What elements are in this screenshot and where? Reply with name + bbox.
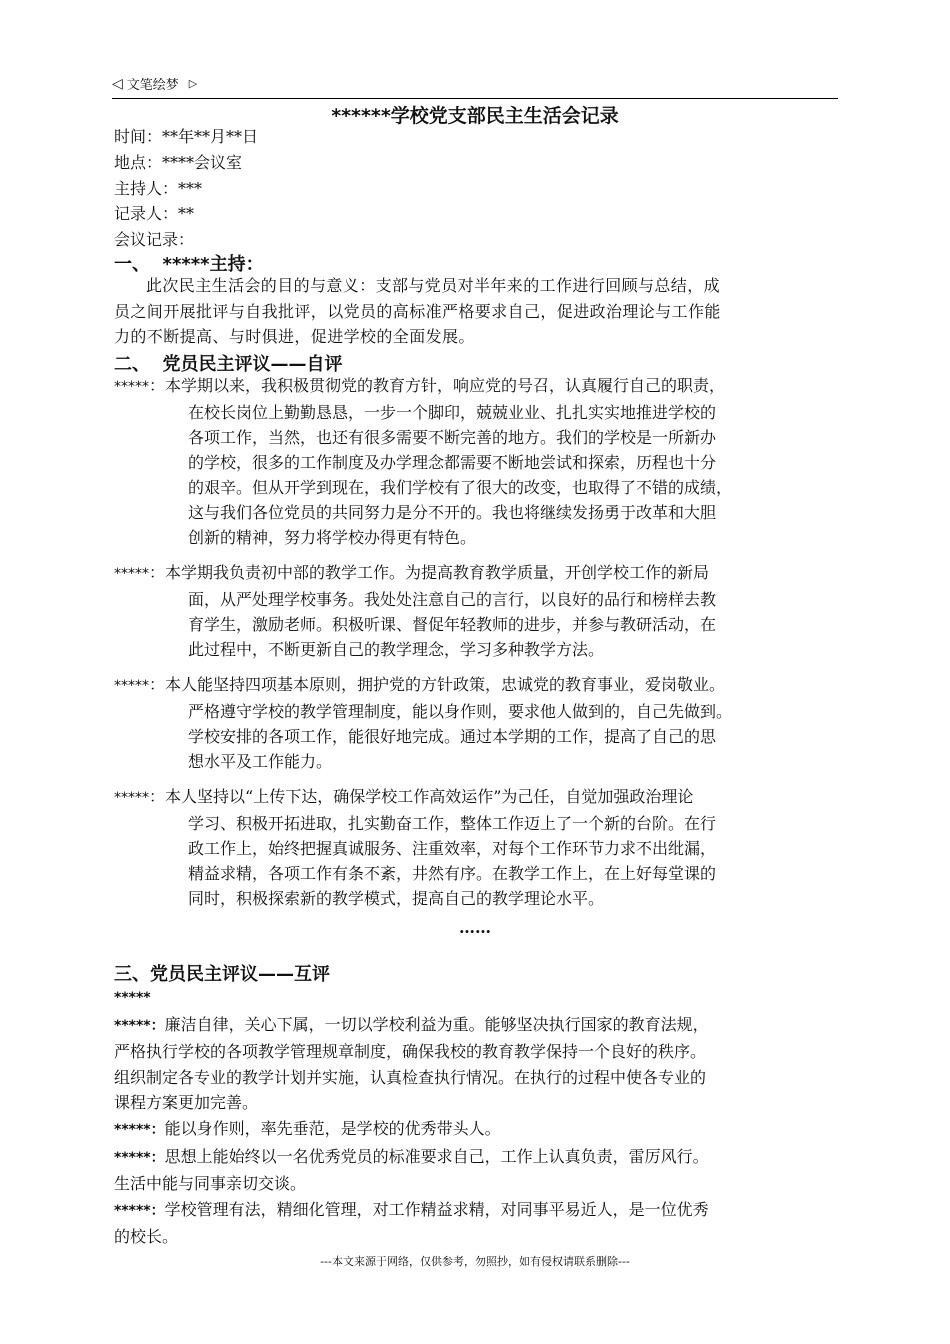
peer-review-line: 生活中能与同事亲切交谈。 — [114, 1174, 307, 1194]
review-line: 本人坚持以“上传下达，确保学校工作高效运作”为己任，自觉加强政治理论 — [165, 787, 694, 806]
right-triangle-icon: ▷ — [188, 77, 198, 90]
peer-reviewer-name: *****： — [114, 1149, 165, 1166]
peer-subject: ***** — [114, 990, 151, 1006]
meeting-host: 主持人：*** — [114, 178, 203, 198]
review-line: 在校长岗位上勤勤恳恳，一步一个脚印，兢兢业业、扎扎实实地推进学校的 — [188, 403, 717, 422]
left-triangle-icon: ◁ — [112, 75, 123, 92]
section-heading-3: 三、党员民主评议——互评 — [114, 964, 330, 985]
meeting-recorder: 记录人：** — [114, 204, 195, 224]
self-review-entry: *****：本学期我负责初中部的教学工作。为提高教育教学质量，开创学校工作的新局 面，从严处理学校事务。我处处注意自己的言行，以良好的品行和榜样去教 育学生，激励老师。积极听课、督促年轻教师的进步，并参与教研活动，在 此过程中，不断更新自己的教学理念，学习多种教学方法。 — [114, 560, 842, 662]
document-title: ******学校党支部民主生活会记录 — [331, 105, 619, 127]
review-line: 学习、积极开拓进取，扎实勤奋工作，整体工作迈上了一个新的台阶。在行 — [188, 814, 717, 833]
review-line: 本学期我负责初中部的教学工作。为提高教育教学质量，开创学校工作的新局 — [165, 563, 710, 582]
review-line: 学校安排的各项工作，能很好地完成。通过本学期的工作，提高了自己的思 — [188, 727, 717, 746]
self-review-entry: *****：本人能坚持四项基本原则，拥护党的方针政策，忠诚党的教育事业，爱岗敬业。 严格遵守学校的教学管理制度，能以身作则，要求他人做到的，自己先做到。 学校安排的各项工作，能很好地完成。通过本学期的工作，提高了自己的思 想水平及工作能力。 — [114, 672, 842, 774]
intro-line: 员之间开展批评与自我批评，以党员的高标准严格要求自己，促进政治理论与工作能 — [114, 301, 721, 321]
review-line: 各项工作，当然，也还有很多需要不断完善的地方。我们的学校是一所新办 — [188, 428, 717, 447]
review-line: 同时，积极探索新的教学模式，提高自己的教学理论水平。 — [188, 889, 605, 908]
meeting-record-label: 会议记录： — [114, 230, 195, 250]
peer-review-line: 课程方案更加完善。 — [114, 1093, 259, 1113]
review-line: 面，从严处理学校事务。我处处注意自己的言行，以良好的品行和榜样去教 — [188, 590, 717, 609]
review-line: 政工作上，始终把握真诚服务、注重效率，对每个工作环节力求不出纰漏， — [188, 839, 717, 858]
review-line: 这与我们各位党员的共同努力是分不开的。我也将继续发扬勇于改革和大胆 — [188, 503, 717, 522]
peer-review-line: 的校长。 — [114, 1227, 179, 1247]
reviewer-name: ***** — [114, 379, 149, 395]
ellipsis-mark: …… — [459, 918, 491, 937]
review-line: 想水平及工作能力。 — [188, 752, 333, 771]
brand-logo — [112, 74, 197, 93]
peer-review-line: 学校管理有法，精细化管理，对工作精益求精，对同事平易近人，是一位优秀 — [164, 1199, 709, 1219]
intro-line: 力的不断提高、与时俱进，促进学校的全面发展。 — [114, 327, 475, 347]
peer-review-line: 廉洁自律，关心下属，一切以学校利益为重。能够坚决执行国家的教育法规， — [164, 1014, 709, 1034]
meeting-location: 地点：****会议室 — [114, 152, 243, 172]
section-heading-1: 一、 *****主持： — [114, 254, 264, 275]
peer-review-line: 能以身作则，率先垂范，是学校的优秀带头人。 — [164, 1118, 501, 1138]
self-review-entry: *****：本学期以来，我积极贯彻党的教育方针，响应党的号召，认真履行自己的职责， 在校长岗位上勤勤恳恳，一步一个脚印，兢兢业业、扎扎实实地推进学校的 各项工作，当然，也还有很多需要不断完善的地方。我们的学校是一所新办 的学校，很多的工作制度及办学理念都需要不断地尝试和探索，历程也十分 的艰辛。但从开学到现在，我们学校有了很大的改变，也取得了不错的成绩， 这与我们各位党员的共同努力是分不开的。我也将继续发扬勇于改革和大胆 创新的精神，努力将学校办得更有特色。 — [114, 373, 842, 550]
meeting-info — [114, 124, 258, 253]
review-line: 育学生，激励老师。积极听课、督促年轻教师的进步，并参与教研活动，在 — [188, 615, 717, 634]
reviewer-name: ***** — [114, 790, 149, 806]
review-line: 精益求精，各项工作有条不紊，井然有序。在教学工作上，在上好每堂课的 — [188, 864, 717, 883]
meeting-time: 时间：**年**月**日 — [114, 127, 259, 146]
review-line: 严格遵守学校的教学管理制度，能以身作则，要求他人做到的，自己先做到。 — [188, 702, 733, 721]
peer-reviewer-name: *****： — [114, 1121, 165, 1138]
source-disclaimer: ---本文来源于网络，仅供参考，勿照抄，如有侵权请联系删除--- — [320, 1255, 630, 1268]
review-line: 此过程中，不断更新自己的教学理念，学习多种教学方法。 — [188, 640, 605, 659]
review-line: 本学期以来，我积极贯彻党的教育方针，响应党的号召，认真履行自己的职责， — [165, 376, 726, 395]
intro-paragraph — [114, 273, 838, 350]
brand-name: 文笔绘梦 — [126, 78, 179, 93]
review-line: 的艰辛。但从开学到现在，我们学校有了很大的改变，也取得了不错的成绩， — [188, 478, 733, 497]
peer-review-line: 思想上能始终以一名优秀党员的标准要求自己，工作上认真负责，雷厉风行。 — [164, 1146, 709, 1166]
self-review-entry: *****：本人坚持以“上传下达，确保学校工作高效运作”为己任，自觉加强政治理论 学习、积极开拓进取，扎实勤奋工作，整体工作迈上了一个新的台阶。在行 政工作上，始终把握真诚服务、注重效率，对每个工作环节力求不出纰漏， 精益求精，各项工作有条不紊，井然有序。在教学工作上，在上好每堂课的 同时，积极探索新的教学模式，提高自己的教学理论水平。 — [114, 784, 842, 911]
review-line: 创新的精神，努力将学校办得更有特色。 — [188, 528, 477, 547]
review-line: 的学校，很多的工作制度及办学理念都需要不断地尝试和探索，历程也十分 — [188, 453, 717, 472]
peer-reviewer-name: *****： — [114, 1017, 165, 1034]
review-line: 本人能坚持四项基本原则，拥护党的方针政策，忠诚党的教育事业，爱岗敬业。 — [165, 675, 726, 694]
peer-reviewer-name: *****： — [114, 1202, 165, 1219]
section-heading-2: 二、 党员民主评议——自评 — [114, 354, 343, 375]
peer-review-block — [114, 984, 842, 1250]
reviewer-name: ***** — [114, 678, 149, 694]
peer-review-line: 组织制定各专业的教学计划并实施，认真检查执行情况。在执行的过程中使各专业的 — [114, 1067, 707, 1087]
page-header — [112, 72, 838, 99]
reviewer-name: ***** — [114, 566, 149, 582]
peer-review-line: 严格执行学校的各项教学管理规章制度，确保我校的教育教学保持一个良好的秩序。 — [114, 1042, 707, 1062]
intro-line: 此次民主生活会的目的与意义：支部与党员对半年来的工作进行回顾与总结，成 — [146, 276, 721, 295]
